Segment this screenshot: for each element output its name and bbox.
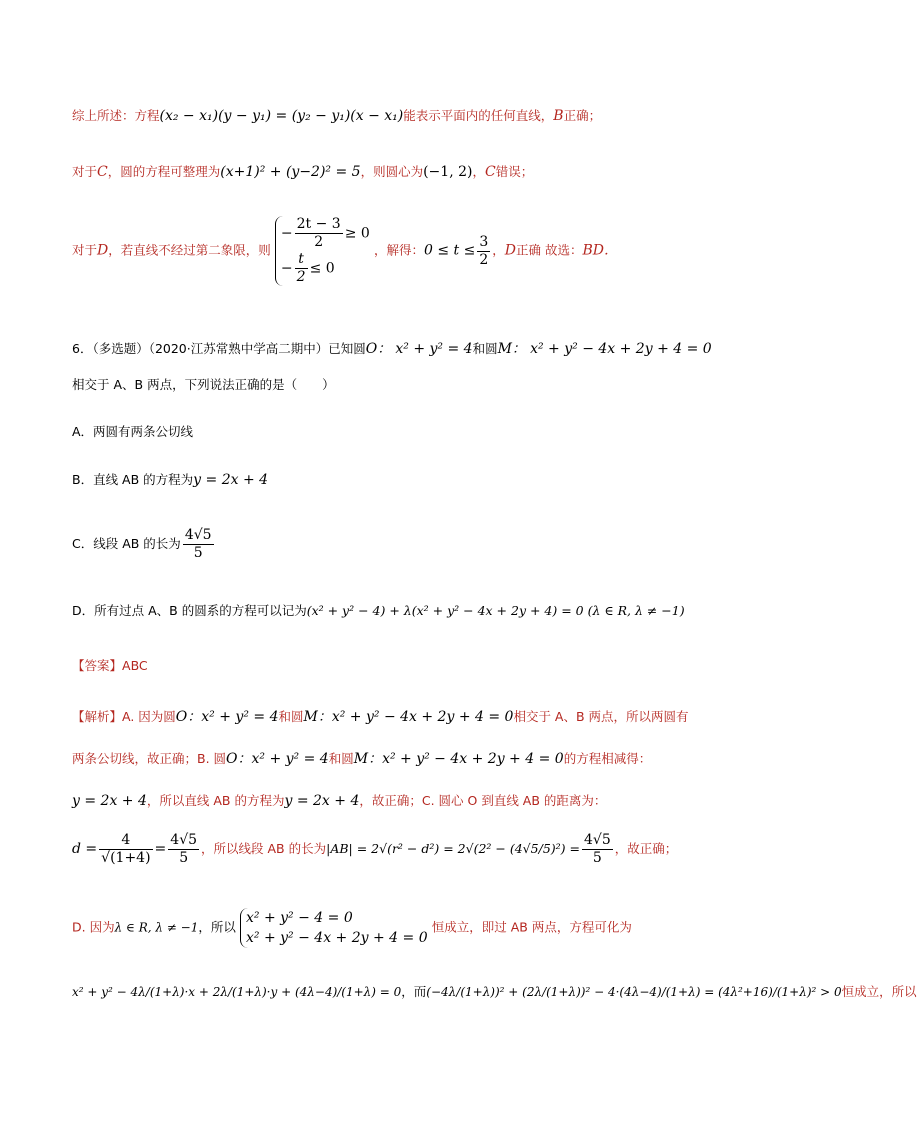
l4-n3: 4√5 xyxy=(583,832,611,848)
range-den: 2 xyxy=(479,251,489,268)
circle-o-label: O： xyxy=(365,341,392,357)
analysis-l2-a: 两条公切线，故正确；B. 圆 xyxy=(72,751,227,766)
circle-m-equation: x² + y² − 4x + 2y + 4 = 0 xyxy=(530,341,712,357)
analysis-l1-b: 和圆 xyxy=(278,709,304,724)
option-a-text: A．两圆有两条公切线 xyxy=(72,424,194,439)
option-c-text: C．线段 AB 的长为 xyxy=(72,536,181,551)
d-text4: 正确 故选： xyxy=(516,242,583,258)
analysis-line-3 xyxy=(72,791,606,809)
analysis-l2-o: O：x² + y² = 4 xyxy=(226,751,329,767)
analysis-l5-b: ，所以 xyxy=(198,919,236,935)
option-d xyxy=(72,601,685,619)
system-eq-2: x² + y² − 4x + 2y + 4 = 0 xyxy=(246,930,428,946)
answer-line xyxy=(72,656,148,674)
d-text2: ，解得： xyxy=(373,242,424,258)
analysis-l2-b: 和圆 xyxy=(328,751,354,766)
analysis-l3-f2: y = 2x + 4 xyxy=(284,793,360,809)
analysis-line-5 xyxy=(72,908,632,948)
analysis-l6-g: (−4λ/(1+λ))² + (2λ/(1+λ))² − 4·(4λ−4)/(1+λ) = (4λ²+16)/(1+λ)² > 0 xyxy=(426,985,842,999)
analysis-system xyxy=(240,908,428,948)
l4-d3: 5 xyxy=(592,850,602,866)
option-c-num: 4√5 xyxy=(184,527,212,543)
analysis-l1-a: A. 因为圆 xyxy=(122,709,176,724)
c-text2: ，则圆心为 xyxy=(360,164,424,179)
analysis-l2-c: 的方程相减得： xyxy=(563,751,652,766)
d-option-2: D xyxy=(504,242,516,259)
system-eq-1: x² + y² − 4 = 0 xyxy=(246,910,353,926)
c-formula: (x+1)² + (y−2)² = 5 xyxy=(220,164,361,180)
c-verdict: 错误； xyxy=(495,164,534,179)
cond1-rel: ≥ 0 xyxy=(344,225,370,242)
option-b xyxy=(72,470,268,488)
c-prefix: 对于 xyxy=(72,164,98,179)
analysis-l3-a: ，所以直线 AB 的方程为 xyxy=(146,793,285,808)
answer-label: 【答案】 xyxy=(72,658,123,673)
analysis-l1-m: M：x² + y² − 4x + 2y + 4 = 0 xyxy=(303,709,514,725)
analysis-l1-o: O：x² + y² = 4 xyxy=(175,709,279,725)
option-b-formula: y = 2x + 4 xyxy=(193,472,269,488)
answer-value: ABC xyxy=(122,658,148,673)
cond1-num: 2t − 3 xyxy=(296,216,341,232)
l4-n2: 4√5 xyxy=(170,832,198,848)
option-b-text: B．直线 AB 的方程为 xyxy=(72,472,194,487)
summary-line xyxy=(72,106,601,124)
option-a xyxy=(72,422,193,440)
analysis-line-6 xyxy=(72,982,917,1000)
cond1-den: 2 xyxy=(314,234,324,250)
analysis-line-2 xyxy=(72,748,651,768)
summary-option: B xyxy=(553,108,564,124)
analysis-line-4 xyxy=(72,832,677,867)
summary-verdict: 正确； xyxy=(563,108,602,123)
d-text3: ， xyxy=(492,242,505,258)
question-stem xyxy=(72,338,712,358)
analysis-l2-m: M：x² + y² − 4x + 2y + 4 = 0 xyxy=(353,751,564,767)
analysis-l5-a: D. 因为 xyxy=(72,919,115,935)
question-tag: （多选题）（2020·江苏常熟中学高二期中）已知圆 xyxy=(92,341,366,356)
analysis-l1-c: 相交于 A、B 两点，所以两圆有 xyxy=(513,709,689,724)
cond2-rel: ≤ 0 xyxy=(309,260,335,277)
c-text3: ， xyxy=(472,164,485,179)
analysis-l5-c: 恒成立，即过 AB 两点，方程可化为 xyxy=(431,919,632,935)
d-condition-system: − $\frac{2t - 3}{2}$ ≥ 0 − $\frac{t}{2}$ ≤ 0 xyxy=(275,216,370,286)
d-answer: BD． xyxy=(582,242,618,259)
c-option-2: C xyxy=(484,164,496,180)
option-c-line xyxy=(72,162,533,180)
summary-suffix: 能表示平面内的任何直线， xyxy=(403,108,554,123)
analysis-l6-f: x² + y² − 4λ/(1+λ)·x + 2λ/(1+λ)·y + (4λ−4)/(1+λ) = 0 xyxy=(72,985,402,999)
option-c-den: 5 xyxy=(193,545,203,561)
circle-m-label: M： xyxy=(497,341,526,357)
l4-n1: 4 xyxy=(99,832,152,850)
d-option: D xyxy=(97,242,109,259)
question-number: 6． xyxy=(72,341,93,356)
c-option: C xyxy=(97,164,108,180)
c-center: (−1, 2) xyxy=(423,164,473,180)
analysis-l5-cond: λ ∈ R, λ ≠ −1 xyxy=(114,920,199,935)
option-d-text: D．所有过点 A、B 的圆系的方程可以记为 xyxy=(72,603,307,618)
d-prefix: 对于 xyxy=(72,242,98,258)
question-stem-2 xyxy=(72,375,335,393)
analysis-l4-f: |AB| = 2√(r² − d²) = 2√(2² − (4√5/5)²) = xyxy=(326,841,580,856)
l4-d2: 5 xyxy=(179,850,189,866)
c-text1: ，圆的方程可整理为 xyxy=(107,164,221,179)
analysis-l4-d: d = xyxy=(72,841,98,857)
analysis-l3-b: ，故正确；C. 圆心 O 到直线 AB 的距离为： xyxy=(359,793,607,808)
analysis-label: 【解析】 xyxy=(72,709,123,724)
analysis-l4-a: ，所以线段 AB 的长为 xyxy=(201,841,327,856)
option-d-line xyxy=(72,216,618,286)
and-text: 和圆 xyxy=(472,341,498,356)
cond2-den: 2 xyxy=(296,269,306,285)
summary-formula: (x₂ − x₁)(y − y₁) = (y₂ − y₁)(x − x₁) xyxy=(159,108,404,124)
d-range: 0 ≤ t ≤ xyxy=(423,242,476,259)
option-c xyxy=(72,527,216,562)
circle-o-equation: x² + y² = 4 xyxy=(395,341,473,357)
analysis-l4-b: ，故正确； xyxy=(614,841,678,856)
option-d-formula: (x² + y² − 4) + λ(x² + y² − 4x + 2y + 4) = 0 (λ ∈ R, λ ≠ −1) xyxy=(306,603,685,618)
d-text1: ，若直线不经过第二象限，则 xyxy=(108,242,271,258)
analysis-l6-b: 恒成立，所以 xyxy=(841,984,917,999)
l4-eq: = xyxy=(154,841,167,857)
analysis-l3-f1: y = 2x + 4 xyxy=(72,793,147,809)
analysis-line-1 xyxy=(72,706,689,726)
cond2-num: t xyxy=(295,251,308,269)
l4-d1: √(1+4) xyxy=(101,850,151,866)
summary-prefix: 综上所述：方程 xyxy=(72,108,160,123)
question-line2: 相交于 A、B 两点，下列说法正确的是（ ） xyxy=(72,377,335,392)
analysis-l6-a: ，而 xyxy=(401,984,427,999)
range-num: 3 xyxy=(479,233,489,250)
